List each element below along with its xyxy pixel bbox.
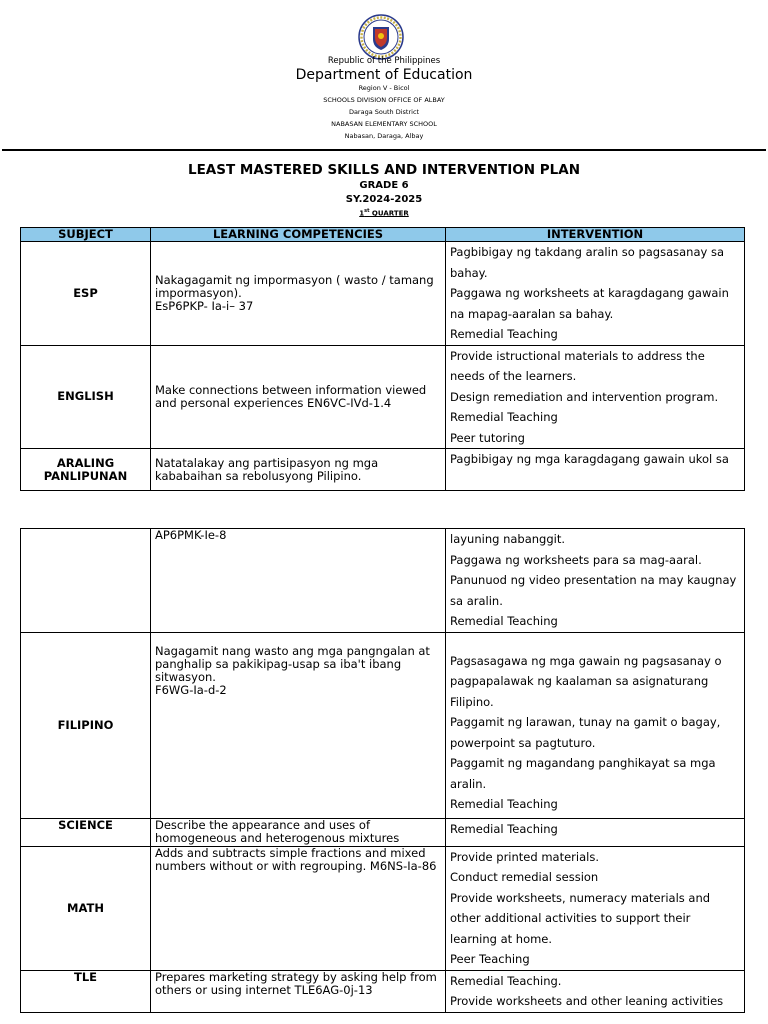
intervention-item: Panunuod ng video presentation na may kaugnay sa aralin. (450, 573, 737, 608)
address-line: Nabasan, Daraga, Albay (344, 132, 424, 140)
intervention-item: layuning nabanggit. (450, 532, 565, 546)
table-row (21, 846, 745, 970)
deped-seal-icon (358, 14, 404, 60)
subject-cell: SCIENCE (21, 818, 151, 846)
subject-cell: ENGLISH (21, 345, 151, 449)
intervention-cell (446, 818, 745, 846)
school-year-line: SY.2024-2025 (345, 194, 423, 205)
intervention-cell (446, 242, 745, 346)
col-competencies-header: LEARNING COMPETENCIES (151, 228, 446, 242)
intervention-item: Pagsasagawa ng mga gawain ng pagsasanay o pagpapalawak ng kaalaman sa asignaturang Filipino. (450, 653, 722, 709)
subject-cell (21, 529, 151, 633)
table-row (21, 529, 745, 633)
intervention-item: Design remediation and intervention program. (450, 389, 719, 404)
subject-cell: ESP (21, 242, 151, 346)
table-row (21, 345, 745, 449)
competency-cell: Adds and subtracts simple fractions and mixed numbers without or with regrouping. M6NS-Ia-86 (151, 846, 446, 970)
intervention-item: Conduct remedial session (450, 870, 599, 884)
header-divider (2, 149, 766, 151)
intervention-item: Pagbibigay ng mga karagdagang gawain ukol sa (450, 452, 729, 466)
table-row (21, 242, 745, 346)
intervention-item: Provide worksheets, numeracy materials and other additional activities to support their learning at home. (450, 890, 711, 946)
intervention-item: Remedial Teaching (450, 327, 558, 341)
intervention-item: Paggawa ng worksheets at karagdagang gawain na mapag-aaralan sa bahay. (450, 286, 729, 321)
grade-line: GRADE 6 (359, 180, 409, 191)
intervention-item: Remedial Teaching. (450, 973, 562, 988)
intervention-cell (446, 632, 745, 818)
intervention-cell (446, 970, 745, 1012)
subject-cell: ARALING PANLIPUNAN (21, 449, 151, 491)
table-row (21, 818, 745, 846)
subject-cell: TLE (21, 970, 151, 1012)
intervention-cell (446, 449, 745, 491)
table-row (21, 449, 745, 491)
intervention-item: Peer Teaching (450, 952, 530, 966)
competency-cell: Nagagamit nang wasto ang mga pangngalan at panghalip sa pakikipag-usap sa iba't ibang sitwasyon. F6WG-Ia-d-2 (151, 632, 446, 818)
intervention-item: Provide worksheets and other leaning activities (450, 994, 724, 1008)
col-intervention-header: INTERVENTION (446, 228, 745, 242)
school-line: NABASAN ELEMENTARY SCHOOL (331, 120, 437, 128)
intervention-item: Paggamit ng magandang panghikayat sa mga aralin. (450, 756, 716, 791)
competency-cell: Natatalakay ang partisipasyon ng mga kababaihan sa rebolusyong Pilipino. (151, 449, 446, 491)
intervention-item: Pagbibigay ng takdang aralin so pagsasanay sa bahay. (450, 245, 725, 280)
table-row (21, 970, 745, 1012)
intervention-cell (446, 846, 745, 970)
competency-cell: Prepares marketing strategy by asking help from others or using internet TLE6AG-0j-13 (151, 970, 446, 1012)
competency-cell: Nakagagamit ng impormasyon ( wasto / tamang impormasyon). EsP6PKP- Ia-i– 37 (151, 242, 446, 346)
col-subject-header: SUBJECT (21, 228, 151, 242)
intervention-item: Paggamit ng larawan, tunay na gamit o bagay, powerpoint sa pagtuturo. (450, 715, 721, 750)
competency-cell: Describe the appearance and uses of homogeneous and heterogenous mixtures (151, 818, 446, 846)
intervention-item: Paggawa ng worksheets para sa mag-aaral. (450, 552, 702, 567)
table-row (21, 632, 745, 818)
subject-cell: MATH (21, 846, 151, 970)
region-line: Region V - Bicol (358, 84, 410, 92)
intervention-item: Remedial Teaching (450, 821, 558, 836)
intervention-item: Peer tutoring (450, 430, 525, 445)
competency-cell: Make connections between information viewed and personal experiences EN6VC-IVd-1.4 (151, 345, 446, 449)
department-name: Department of Education (295, 67, 473, 83)
intervention-cell (446, 529, 745, 633)
intervention-item: Provide printed materials. (450, 849, 599, 864)
intervention-table-page2 (20, 528, 745, 1013)
intervention-item: Remedial Teaching (450, 614, 558, 628)
document-title: LEAST MASTERED SKILLS AND INTERVENTION PLAN (187, 162, 580, 178)
quarter-line: 1st QUARTER (359, 208, 409, 218)
intervention-table-page1 (20, 227, 745, 491)
subject-cell: FILIPINO (21, 632, 151, 818)
table-header-row (21, 228, 745, 242)
intervention-item: Remedial Teaching (450, 797, 558, 811)
intervention-item: Remedial Teaching (450, 410, 558, 424)
division-line: SCHOOLS DIVISION OFFICE OF ALBAY (323, 96, 445, 104)
district-line: Daraga South District (348, 108, 420, 116)
intervention-cell (446, 345, 745, 449)
republic-line: Republic of the Philippines (327, 56, 441, 66)
intervention-item: Provide istructional materials to address the needs of the learners. (450, 348, 705, 383)
competency-cell: AP6PMK-Ie-8 (151, 529, 446, 633)
